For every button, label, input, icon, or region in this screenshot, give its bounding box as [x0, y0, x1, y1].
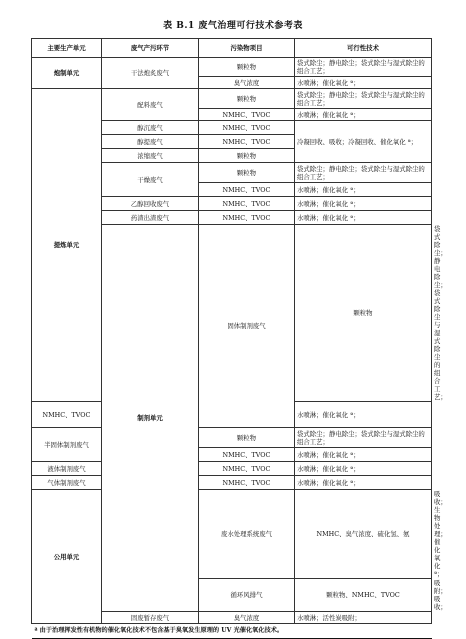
technology-cell: 水喷淋；催化氧化 ª；: [295, 197, 432, 211]
pollutant-cell: NMHC、TVOC: [199, 448, 295, 462]
source-cell: 干法炮炙废气: [102, 58, 199, 89]
source-cell: 浓缩废气: [102, 149, 199, 163]
pollutant-cell: 颗粒物: [199, 428, 295, 448]
pollutant-cell: 颗粒物: [199, 149, 295, 163]
pollutant-cell: NMHC、TVOC: [199, 109, 295, 121]
technology-cell: 袋式除尘；静电除尘；袋式除尘与湿式除尘的组合工艺；: [295, 163, 432, 183]
table-row: [32, 462, 432, 476]
pollutant-cell: 臭气浓度: [199, 612, 295, 624]
technology-cell: 水喷淋；催化氧化 ª；: [295, 109, 432, 121]
unit-cell: 提炼单元: [32, 89, 102, 402]
header-unit: 主要生产单元: [32, 39, 102, 58]
table-row: 制剂单元 固体制剂废气 颗粒物 袋式除尘；静电除尘；袋式除尘与湿式除尘的组合工艺；: [32, 225, 432, 402]
pollutant-cell: NMHC、TVOC: [199, 197, 295, 211]
pollutant-cell: 颗粒物: [199, 89, 295, 109]
pollutant-cell: NMHC、TVOC: [199, 135, 295, 149]
technology-cell: 水喷淋；催化氧化 ª；: [295, 402, 432, 428]
technology-cell: 水喷淋；催化氧化 ª；: [295, 462, 432, 476]
table-row: [32, 89, 432, 109]
table-row: [32, 476, 432, 490]
technology-cell: 袋式除尘；静电除尘；袋式除尘与湿式除尘的组合工艺；: [295, 58, 432, 77]
gas-treatment-technology-table: [31, 38, 447, 639]
table-title: 表 B.1 废气治理可行技术参考表: [163, 21, 303, 31]
unit-cell: 制剂单元: [102, 225, 199, 612]
pollutant-cell: NMHC、TVOC: [199, 211, 295, 225]
technology-cell: 袋式除尘；静电除尘；袋式除尘与湿式除尘的组合工艺；: [295, 89, 432, 109]
technology-cell: 水喷淋；活性炭吸附；: [295, 612, 432, 624]
pollutant-cell: 颗粒物、NMHC、TVOC: [295, 579, 432, 612]
header-technology: 可行性技术: [295, 39, 432, 58]
source-cell: 固体制剂废气: [199, 225, 295, 428]
source-cell: 乙醇回收废气: [102, 197, 199, 211]
table-header-row: [32, 39, 432, 58]
table-row: 循环风排气 颗粒物、NMHC、TVOC 吸附；吸收；: [32, 579, 432, 612]
pollutant-cell: 颗粒物: [199, 163, 295, 183]
unit-cell: 公用单元: [32, 490, 102, 624]
table-row: 公用单元 废水处理系统废气 NMHC、臭气浓度、硫化氢、氨 吸收；生物处理；催化氧化 ª；: [32, 490, 432, 579]
table-row: [32, 428, 432, 448]
source-cell: 醇提废气: [102, 135, 199, 149]
technology-cell: 水喷淋；催化氧化 ª；: [295, 448, 432, 462]
unit-cell: 炮制单元: [32, 58, 102, 89]
pollutant-cell: 颗粒物: [199, 58, 295, 77]
source-cell: 药渣出渣废气: [102, 211, 199, 225]
technology-cell: 水喷淋；催化氧化 ª；: [295, 77, 432, 89]
source-cell: 气体制剂废气: [32, 476, 102, 490]
pollutant-cell: NMHC、臭气浓度、硫化氢、氨: [295, 490, 432, 579]
pollutant-cell: NMHC、TVOC: [199, 476, 295, 490]
technology-cell: 水喷淋；催化氧化 ª；: [295, 211, 432, 225]
source-cell: 循环风排气: [199, 579, 295, 612]
pollutant-cell: NMHC、TVOC: [32, 402, 102, 428]
footnote-row: [32, 624, 432, 639]
pollutant-cell: NMHC、TVOC: [199, 183, 295, 197]
pollutant-cell: 颗粒物: [295, 225, 432, 402]
header-source: 废气产污环节: [102, 39, 199, 58]
source-cell: 配料废气: [102, 89, 199, 121]
pollutant-cell: NMHC、TVOC: [199, 121, 295, 135]
technology-cell: 水喷淋；催化氧化 ª；: [295, 476, 432, 490]
table-row: [32, 58, 432, 77]
technology-cell: 袋式除尘；静电除尘；袋式除尘与湿式除尘的组合工艺；: [295, 428, 432, 448]
source-cell: 干燥废气: [102, 163, 199, 197]
table-footnote: ª 由于治理挥发性有机物的催化氧化技术不包含基于臭氧发生原理的 UV 光催化氧化技术。: [32, 624, 432, 639]
source-cell: 半固体制剂废气: [32, 428, 102, 462]
pollutant-cell: NMHC、TVOC: [199, 462, 295, 476]
source-cell: 液体制剂废气: [32, 462, 102, 476]
source-cell: 醇沉废气: [102, 121, 199, 135]
technology-cell: 水喷淋；催化氧化 ª；: [295, 183, 432, 197]
source-cell: 废水处理系统废气: [199, 490, 295, 579]
technology-cell: 冷凝回收、吸收；冷凝回收、催化氧化 ª；: [295, 121, 432, 163]
pollutant-cell: 臭气浓度: [199, 77, 295, 89]
source-cell: 固废暂存废气: [102, 612, 199, 624]
header-pollutant: 污染物项目: [199, 39, 295, 58]
